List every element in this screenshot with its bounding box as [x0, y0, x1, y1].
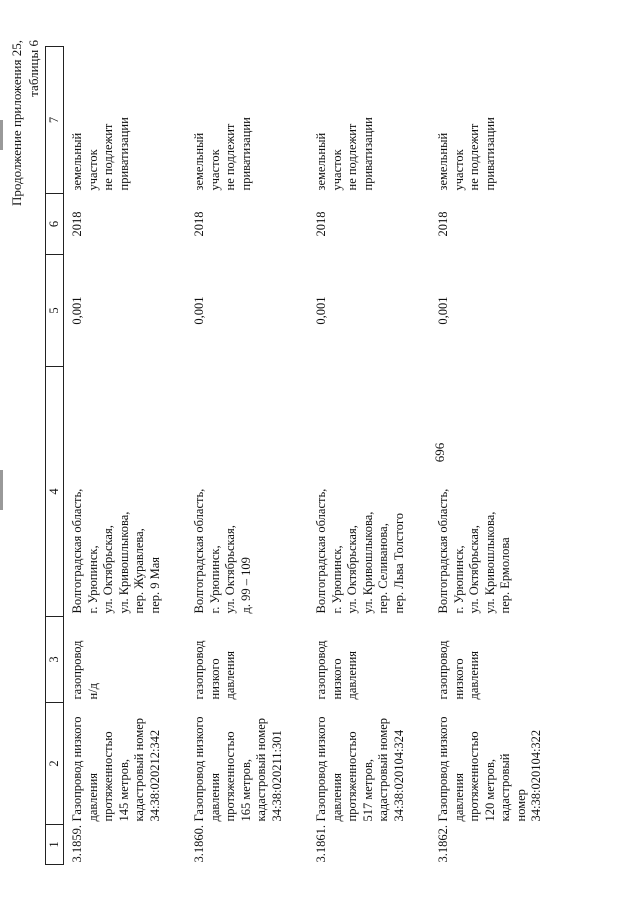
object-name-line: 34:38:020104:324: [391, 729, 406, 822]
object-name-line: кадастровый номер: [132, 717, 146, 822]
object-name-line: 165 метров,: [238, 759, 253, 822]
object-type-line: давления: [223, 650, 237, 700]
address-line: ул. Октябрьская,: [101, 525, 115, 614]
status-line: земельный: [314, 132, 328, 191]
property-table: [45, 46, 552, 865]
address-line: ул. Октябрьская,: [223, 525, 237, 614]
status-line: не подлежит: [345, 123, 359, 191]
year-value: 2018: [70, 211, 84, 237]
status-cell: [186, 47, 308, 194]
address-line: Волгоградская область,: [192, 488, 206, 614]
column-number: 3: [46, 617, 64, 703]
row-number-value: 3.1861.: [314, 825, 328, 863]
row-number-value: 3.1860.: [192, 825, 206, 863]
address-line: г. Урюпинск,: [451, 545, 466, 614]
address-line: д. 99 – 109: [238, 557, 253, 614]
status-cell: [430, 47, 552, 194]
status-line: земельный: [192, 132, 206, 191]
status-line: не подлежит: [467, 123, 481, 191]
column-number: 4: [46, 367, 64, 617]
address-line: пер. Льва Толстого: [391, 512, 406, 614]
object-name-cell: [308, 703, 430, 825]
object-name-line: протяженностью: [467, 731, 481, 822]
object-name-line: кадастровый номер: [254, 717, 268, 822]
object-type-line: низкого: [451, 658, 466, 700]
address-line: г. Урюпинск,: [329, 545, 344, 614]
object-name-line: протяженностью: [223, 731, 237, 822]
year-value: 2018: [192, 211, 206, 237]
row-number-value: 3.1859.: [70, 825, 84, 863]
object-type-cell: [186, 617, 308, 703]
object-name-line: Газопровод низкого: [436, 716, 450, 822]
table-row: [64, 47, 187, 865]
address-line: пер. Журавлева,: [132, 528, 146, 614]
address-line: пер. 9 Мая: [147, 556, 162, 614]
address-line: г. Урюпинск,: [207, 545, 222, 614]
continuation-note: [8, 40, 42, 400]
object-name-cell: [430, 703, 552, 825]
address-cell: [430, 367, 552, 617]
row-number-cell: [64, 825, 187, 865]
year-cell: [430, 194, 552, 255]
object-type-line: низкого: [329, 658, 344, 700]
year-value: 2018: [314, 211, 328, 237]
object-name-line: 120 метров, кадастровый: [482, 753, 512, 822]
object-name-line: Газопровод низкого: [192, 716, 206, 822]
column-number: 2: [46, 703, 64, 825]
address-line: Волгоградская область,: [314, 488, 328, 614]
column-number: 1: [46, 825, 64, 865]
status-line: земельный: [436, 132, 450, 191]
column-number: 5: [46, 255, 64, 367]
address-line: ул. Кривошлыкова,: [360, 511, 375, 614]
object-type-line: газопровод: [436, 640, 450, 700]
status-line: участок: [85, 149, 100, 191]
object-type-line: газопровод: [314, 640, 328, 700]
page-number: 696: [432, 442, 447, 463]
continuation-line-2: таблицы 6: [26, 40, 41, 97]
status-cell: [64, 47, 187, 194]
status-line: не подлежит: [223, 123, 237, 191]
object-type-line: давления: [467, 650, 481, 700]
column-number-row: [46, 47, 64, 865]
object-name-line: номер 34:38:020104:322: [513, 729, 543, 822]
object-name-cell: [64, 703, 187, 825]
object-name-line: давления: [85, 772, 100, 822]
address-cell: [64, 367, 187, 617]
object-name-line: протяженностью: [345, 731, 359, 822]
status-line: участок: [451, 149, 466, 191]
row-number-cell: [186, 825, 308, 865]
column-number: 7: [46, 47, 64, 194]
address-line: ул. Октябрьская,: [467, 525, 481, 614]
object-type-line: давления: [345, 650, 359, 700]
year-cell: [308, 194, 430, 255]
object-name-line: давления: [451, 772, 466, 822]
year-cell: [64, 194, 187, 255]
table-row: [186, 47, 308, 865]
status-line: приватизации: [116, 117, 131, 191]
address-line: ул. Кривошлыкова,: [116, 511, 131, 614]
address-line: ул. Октябрьская,: [345, 525, 359, 614]
object-name-line: Газопровод низкого: [314, 716, 328, 822]
address-line: г. Урюпинск,: [85, 545, 100, 614]
object-type-line: газопровод: [192, 640, 206, 700]
address-line: пер. Ермолова: [498, 537, 512, 614]
object-name-line: Газопровод низкого: [70, 716, 84, 822]
row-number-value: 3.1862.: [436, 825, 450, 863]
area-cell: [430, 255, 552, 367]
status-line: приватизации: [482, 117, 497, 191]
status-line: участок: [207, 149, 222, 191]
object-name-line: давления: [329, 772, 344, 822]
object-name-line: давления: [207, 772, 222, 822]
object-type-line: газопровод: [70, 640, 84, 700]
area-value: 0,001: [70, 296, 84, 325]
row-number-cell: [430, 825, 552, 865]
table-row: [308, 47, 430, 865]
property-table-wrapper: [45, 47, 552, 865]
status-line: участок: [329, 149, 344, 191]
address-line: Волгоградская область,: [436, 488, 450, 614]
row-number-cell: [308, 825, 430, 865]
object-name-line: протяженностью: [101, 731, 115, 822]
address-cell: [308, 367, 430, 617]
area-value: 0,001: [436, 296, 450, 325]
area-cell: [64, 255, 187, 367]
area-value: 0,001: [192, 296, 206, 325]
table-row: [430, 47, 552, 865]
object-name-line: 517 метров,: [360, 759, 375, 822]
object-name-line: 34:38:020211:301: [269, 730, 284, 822]
area-cell: [186, 255, 308, 367]
object-name-cell: [186, 703, 308, 825]
column-number: 6: [46, 194, 64, 255]
area-cell: [308, 255, 430, 367]
year-value: 2018: [436, 211, 450, 237]
area-value: 0,001: [314, 296, 328, 325]
object-name-line: кадастровый номер: [376, 717, 390, 822]
status-cell: [308, 47, 430, 194]
status-line: приватизации: [238, 117, 253, 191]
object-type-line: низкого: [207, 658, 222, 700]
object-name-line: 34:38:020212:342: [147, 729, 162, 822]
status-line: приватизации: [360, 117, 375, 191]
address-line: пер. Селиванова,: [376, 523, 390, 614]
object-type-cell: [308, 617, 430, 703]
object-type-cell: [64, 617, 187, 703]
address-line: Волгоградская область,: [70, 488, 84, 614]
status-line: не подлежит: [101, 123, 115, 191]
address-cell: [186, 367, 308, 617]
status-line: земельный: [70, 132, 84, 191]
object-type-line: н/д: [85, 682, 100, 700]
object-type-cell: [430, 617, 552, 703]
object-name-line: 145 метров,: [116, 759, 131, 822]
year-cell: [186, 194, 308, 255]
continuation-line-1: Продолжение приложения 25,: [9, 40, 24, 207]
address-line: ул. Кривошлыкова,: [482, 511, 497, 614]
